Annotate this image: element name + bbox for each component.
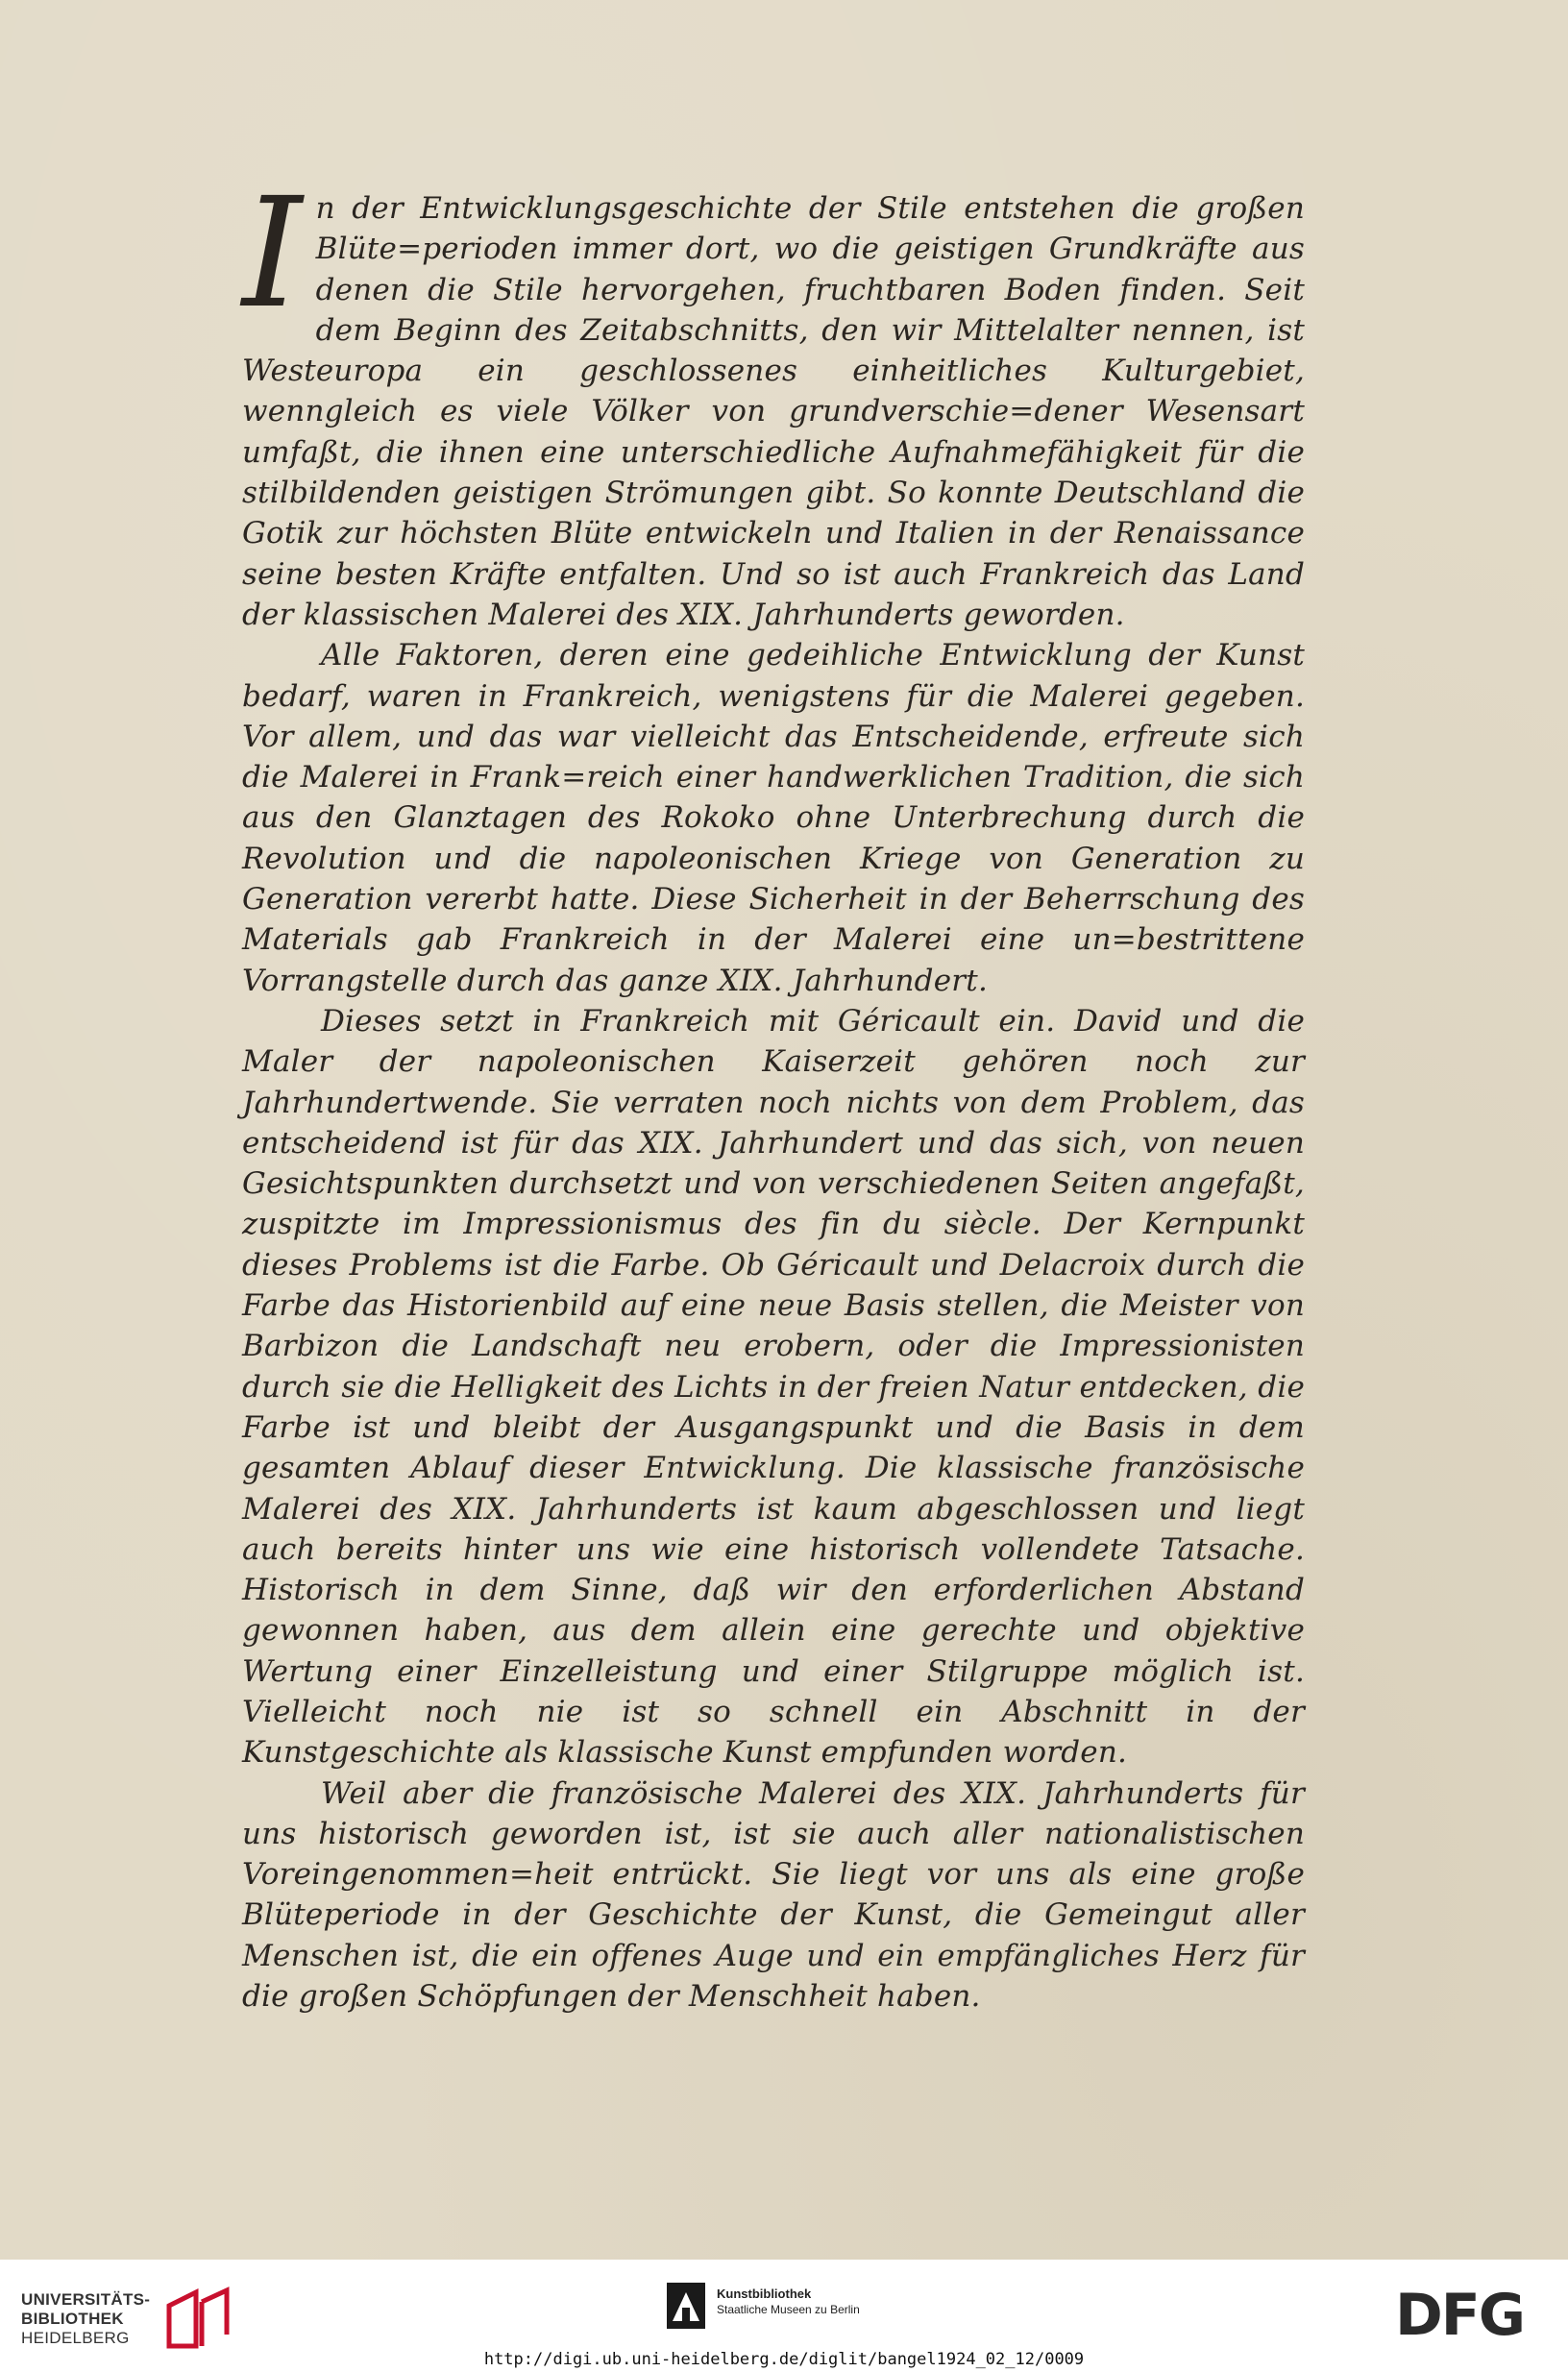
kunstbibliothek-logo[interactable]	[667, 2279, 917, 2336]
paragraph-1	[242, 165, 1305, 635]
kb-logo-line1: Kunstbibliothek	[717, 2286, 812, 2301]
ub-mark-icon	[163, 2286, 233, 2352]
drop-cap: I	[242, 165, 303, 342]
ub-logo-line3: HEIDELBERG	[21, 2329, 130, 2347]
dfg-logo-text: DFG	[1395, 2282, 1525, 2349]
paragraph-1-text: n der Entwicklungsgeschichte der Stile entstehen die großen Blüte=perioden immer dort, wo die geistigen Grundkräfte aus denen die Stile hervorgehen, fruchtbaren Boden finden. Seit dem Beginn des Zeitabschnitts, den wir Mittelalter nennen, ist Westeuropa ein geschlossenes einheitliches Kulturgebiet, wenngleich es viele Völker von grundverschie=dener Wesensart umfaßt, die ihnen eine unterschiedliche Aufnahmefähigkeit für die stilbildenden geistigen Strömungen gibt. So konnte Deutschland die Gotik zur höchsten Blüte entwickeln und Italien in der Renaissance seine besten Kräfte entfalten. Und so ist auch Frankreich das Land der klassischen Malerei des XIX. Jahrhunderts geworden.	[242, 191, 1305, 632]
body-text	[242, 165, 1305, 2017]
paragraph-4: Weil aber die französische Malerei des XIX. Jahrhunderts für uns historisch geworden ist, ist sie auch aller nationalistischen Voreingenommen=heit entrückt. Sie liegt vor uns als eine große Blüteperiode in der Geschichte der Kunst, die Gemeingut aller Menschen ist, die ein offenes Auge und ein empfängliches Herz für die großen Schöpfungen der Menschheit haben.	[242, 1775, 1305, 2015]
permalink-url[interactable]: http://digi.ub.uni-heidelberg.de/diglit/bangel1924_02_12/0009	[483, 2350, 1085, 2369]
ub-heidelberg-logo[interactable]	[21, 2286, 223, 2354]
paragraph-3: Dieses setzt in Frankreich mit Géricault ein. David und die Maler der napoleonischen Kaiserzeit gehören noch zur Jahrhundertwende. Sie verraten noch nichts von dem Problem, das entscheidend ist für das XIX. Jahrhundert und das sich, von neuen Gesichtspunkten durchsetzt und von verschiedenen Seiten angefaßt, zuspitzte im Impressionismus des fin du siècle. Der Kernpunkt dieses Problems ist die Farbe. Ob Géricault und Delacroix durch die Farbe das Historienbild auf eine neue Basis stellen, die Meister von Barbizon die Landschaft neu erobern, oder die Impressionisten durch sie die Helligkeit des Lichts in der freien Natur entdecken, die Farbe ist und bleibt der Ausgangspunkt und die Basis in dem gesamten Ablauf dieser Entwicklung. Die klassische französische Malerei des XIX. Jahrhunderts ist kaum abgeschlossen und liegt auch bereits hinter uns wie eine historisch vollendete Tatsache. Historisch in dem Sinne, daß wir den erforderlichen Abstand gewonnen haben, aus dem allein eine gerechte und objektive Wertung einer Einzelleistung und einer Stilgruppe möglich ist. Vielleicht noch nie ist so schnell ein Abschnitt in der Kunstgeschichte als klassische Kunst empfunden worden.	[242, 1003, 1305, 1771]
ub-logo-line2: BIBLIOTHEK	[21, 2310, 124, 2328]
ub-logo-line1: UNIVERSITÄTS-	[21, 2290, 151, 2309]
ub-logo-text	[21, 2290, 175, 2348]
dfg-logo[interactable]	[1395, 2282, 1549, 2349]
kunstbibliothek-mark-icon	[667, 2283, 705, 2329]
kb-logo-line2: Staatliche Museen zu Berlin	[717, 2303, 860, 2316]
paragraph-2: Alle Faktoren, deren eine gedeihliche Entwicklung der Kunst bedarf, waren in Frankreich, wenigstens für die Malerei gegeben. Vor allem, und das war vielleicht das Entscheidende, erfreute sich die Malerei in Frank=reich einer handwerklichen Tradition, die sich aus den Glanztagen des Rokoko ohne Unterbrechung durch die Revolution und die napoleonischen Kriege von Generation zu Generation vererbt hatte. Diese Sicherheit in der Beherrschung des Materials gab Frankreich in der Malerei eine un=bestrittene Vorrangstelle durch das ganze XIX. Jahrhundert.	[242, 638, 1305, 998]
kunstbibliothek-text	[717, 2286, 860, 2317]
